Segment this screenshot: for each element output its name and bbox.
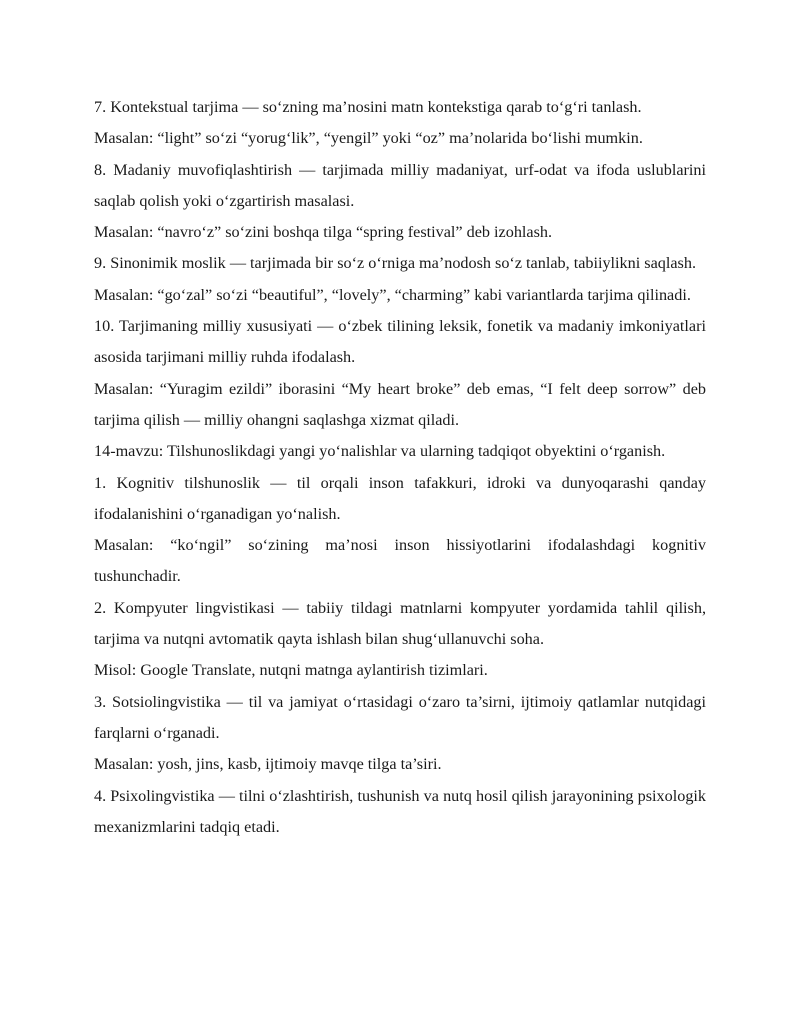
- paragraph-national-feature: 10. Tarjimaning milliy xususiyati — o‘zbek tilining leksik, fonetik va madaniy imkoniyatlari asosida tarjimani milliy ruhda ifodalash.: [94, 317, 706, 367]
- example-gozal: Masalan: “go‘zal” so‘zi “beautiful”, “lovely”, “charming” kabi variantlarda tarjima qilinadi.: [94, 285, 691, 304]
- topic-heading-14: 14-mavzu: Tilshunoslikdagi yangi yo‘nalishlar va ularning tadqiqot obyektini o‘rganish.: [94, 442, 666, 461]
- paragraph-cognitive-linguistics: 1. Kognitiv tilshunoslik — til orqali inson tafakkuri, idroki va dunyoqarashi qanday ifodalanishini o‘rganadigan yo‘nalish.: [94, 473, 706, 523]
- paragraph-contextual-translation: 7. Kontekstual tarjima — so‘zning ma’nosini matn kontekstiga qarab to‘g‘ri tanlash.: [94, 98, 642, 116]
- paragraph-computational-linguistics: 2. Kompyuter lingvistikasi — tabiiy tildagi matnlarni kompyuter yordamida tahlil qilish, tarjima va nutqni avtomatik qayta ishlash bilan shug‘ullanuvchi soha.: [94, 598, 706, 649]
- paragraph-synonymic-correspondence: 9. Sinonimik moslik — tarjimada bir so‘z o‘rniga ma’nodosh so‘z tanlab, tabiiylikni saqlash.: [94, 254, 696, 273]
- example-google-translate: Misol: Google Translate, nutqni matnga aylantirish tizimlari.: [94, 661, 488, 680]
- example-yuragim: Masalan: “Yuragim ezildi” iborasini “My heart broke” deb emas, “I felt deep sorrow” deb tarjima qilish — milliy ohangni saqlashga xizmat qiladi.: [94, 379, 706, 429]
- example-social-factors: Masalan: yosh, jins, kasb, ijtimoiy mavqe tilga ta’siri.: [94, 755, 442, 774]
- document-page: [94, 92, 706, 843]
- example-navroz: Masalan: “navro‘z” so‘zini boshqa tilga “spring festival” deb izohlash.: [94, 223, 553, 242]
- paragraph-psycholinguistics: 4. Psixolingvistika — tilni o‘zlashtirish, tushunish va nutq hosil qilish jarayonining psixologik mexanizmlarini tadqiq etadi.: [94, 786, 706, 836]
- paragraph-cultural-adaptation: 8. Madaniy muvofiqlashtirish — tarjimada milliy madaniyat, urf-odat va ifoda uslublarini saqlab qolish yoki o‘zgartirish masalasi.: [94, 160, 706, 210]
- paragraph-sociolinguistics: 3. Sotsiolingvistika — til va jamiyat o‘rtasidagi o‘zaro ta’sirni, ijtimoiy qatlamlar nutqidagi farqlarni o‘rganadi.: [94, 692, 706, 742]
- example-kongil: Masalan: “ko‘ngil” so‘zining ma’nosi inson hissiyotlarini ifodalashdagi kognitiv tushunchadir.: [94, 536, 706, 586]
- example-light: Masalan: “light” so‘zi “yorug‘lik”, “yengil” yoki “oz” ma’nolarida bo‘lishi mumkin.: [94, 129, 643, 148]
